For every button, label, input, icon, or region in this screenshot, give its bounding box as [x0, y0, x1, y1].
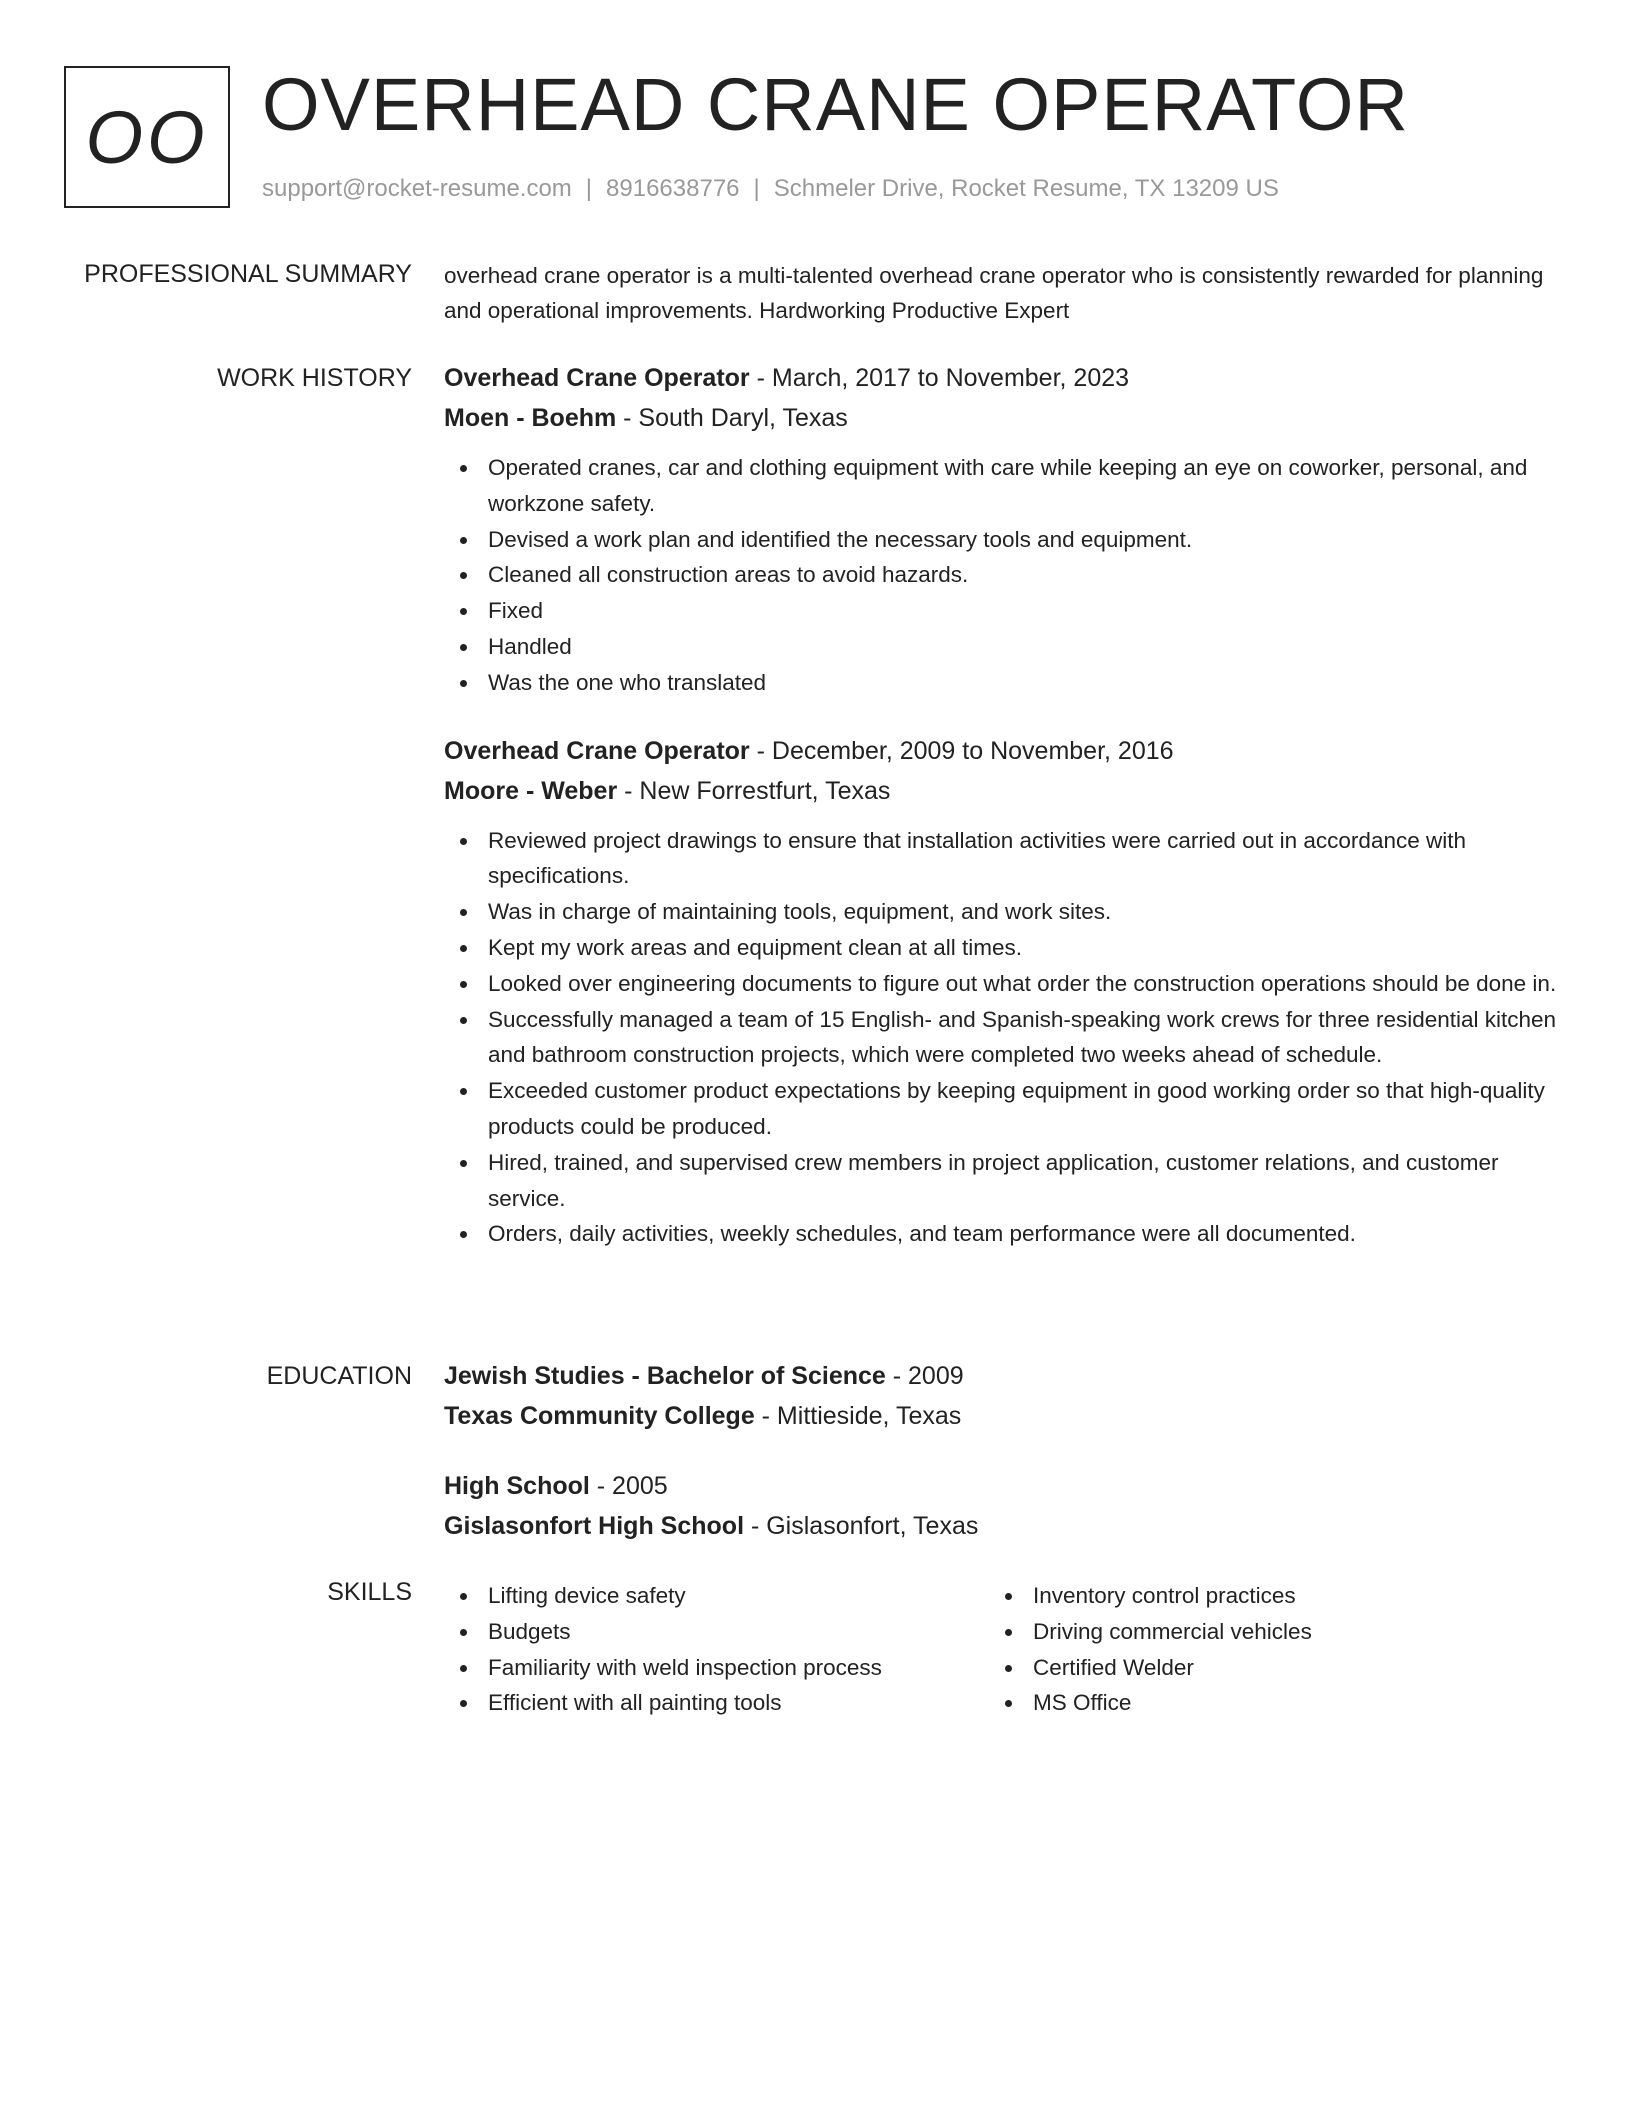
skills-list-left	[444, 1578, 989, 1721]
job-bullet-list	[444, 450, 1564, 701]
job-company-line	[444, 771, 1564, 811]
skills-list-right	[989, 1578, 1534, 1721]
job-company: Moore - Weber	[444, 776, 618, 805]
job-title-line	[444, 731, 1564, 771]
list-item: Devised a work plan and identified the necessary tools and equipment.	[444, 522, 1564, 558]
job-company: Moen - Boehm	[444, 404, 617, 432]
skill-item: Certified Welder	[989, 1650, 1534, 1686]
school-line	[444, 1396, 1564, 1436]
job-entry	[444, 731, 1564, 1253]
candidate-name: OVERHEAD CRANE OPERATOR	[262, 63, 1409, 146]
job-entry	[444, 358, 1564, 701]
education-body	[444, 1356, 1564, 1546]
summary-body	[444, 258, 1564, 328]
education-entry	[444, 1466, 1564, 1546]
school-name: Gislasonfort High School	[444, 1512, 745, 1540]
degree: Jewish Studies - Bachelor of Science	[444, 1362, 886, 1390]
job-bullet-list	[444, 823, 1564, 1253]
skills-body	[444, 1578, 1564, 1721]
school-location: - Gislasonfort, Texas	[744, 1512, 979, 1540]
graduation-year: - 2005	[589, 1472, 668, 1500]
job-title-line	[444, 358, 1564, 398]
list-item: Looked over engineering documents to figure out what order the construction operations should be done in.	[444, 966, 1564, 1002]
job-title: Overhead Crane Operator	[444, 364, 750, 392]
summary-text: overhead crane operator is a multi-talented overhead crane operator who is consistently rewarded for planning and operational improvements. Hardworking Productive Expert	[444, 263, 1544, 323]
list-item: Hired, trained, and supervised crew members in project application, customer relations, and customer service.	[444, 1145, 1564, 1217]
skill-item: Inventory control practices	[989, 1578, 1534, 1614]
email-text: support@rocket-resume.com	[262, 175, 572, 202]
work-history-body	[444, 358, 1564, 1252]
summary-heading: PROFESSIONAL SUMMARY	[84, 260, 412, 288]
skills-heading: SKILLS	[327, 1578, 412, 1606]
contact-line	[262, 175, 1279, 203]
graduation-year: - 2009	[885, 1362, 964, 1390]
list-item: Exceeded customer product expectations by keeping equipment in good working order so that high-quality products could be produced.	[444, 1073, 1564, 1145]
contact-separator: |	[585, 175, 593, 202]
list-item: Cleaned all construction areas to avoid hazards.	[444, 557, 1564, 593]
school-line	[444, 1506, 1564, 1546]
skill-item: Budgets	[444, 1614, 989, 1650]
education-heading: EDUCATION	[266, 1362, 412, 1390]
school-name: Texas Community College	[444, 1402, 755, 1430]
list-item: Was in charge of maintaining tools, equipment, and work sites.	[444, 894, 1564, 930]
skill-item: MS Office	[989, 1685, 1534, 1721]
skill-item: Efficient with all painting tools	[444, 1685, 989, 1721]
job-title: Overhead Crane Operator	[444, 736, 750, 765]
phone-text: 8916638776	[606, 175, 740, 202]
job-location: - South Daryl, Texas	[616, 404, 848, 432]
skill-item: Lifting device safety	[444, 1578, 989, 1614]
education-entry	[444, 1356, 1564, 1436]
job-dates: - March, 2017 to November, 2023	[749, 364, 1130, 392]
contact-separator: |	[753, 175, 760, 202]
monogram-initials: OO	[85, 95, 209, 179]
degree: High School	[444, 1472, 590, 1500]
address-text: Schmeler Drive, Rocket Resume, TX 13209 US	[773, 175, 1279, 202]
degree-line	[444, 1356, 1564, 1396]
list-item: Reviewed project drawings to ensure that installation activities were carried out in accordance with specifications.	[444, 823, 1564, 895]
degree-line	[444, 1466, 1564, 1506]
job-dates: - December, 2009 to November, 2016	[749, 736, 1174, 765]
school-location: - Mittieside, Texas	[754, 1402, 962, 1430]
list-item: Handled	[444, 629, 1564, 665]
work-history-heading: WORK HISTORY	[217, 364, 412, 392]
list-item: Kept my work areas and equipment clean at all times.	[444, 930, 1564, 966]
list-item: Successfully managed a team of 15 English- and Spanish-speaking work crews for three residential kitchen and bathroom construction projects, which were completed two weeks ahead of schedule.	[444, 1002, 1564, 1074]
monogram-box	[64, 66, 230, 208]
list-item: Operated cranes, car and clothing equipment with care while keeping an eye on coworker, personal, and workzone safety.	[444, 450, 1564, 522]
job-location: - New Forrestfurt, Texas	[617, 776, 891, 805]
skill-item: Driving commercial vehicles	[989, 1614, 1534, 1650]
skill-item: Familiarity with weld inspection process	[444, 1650, 989, 1686]
list-item: Orders, daily activities, weekly schedules, and team performance were all documented.	[444, 1216, 1564, 1252]
job-company-line	[444, 398, 1564, 438]
list-item: Fixed	[444, 593, 1564, 629]
list-item: Was the one who translated	[444, 665, 1564, 701]
